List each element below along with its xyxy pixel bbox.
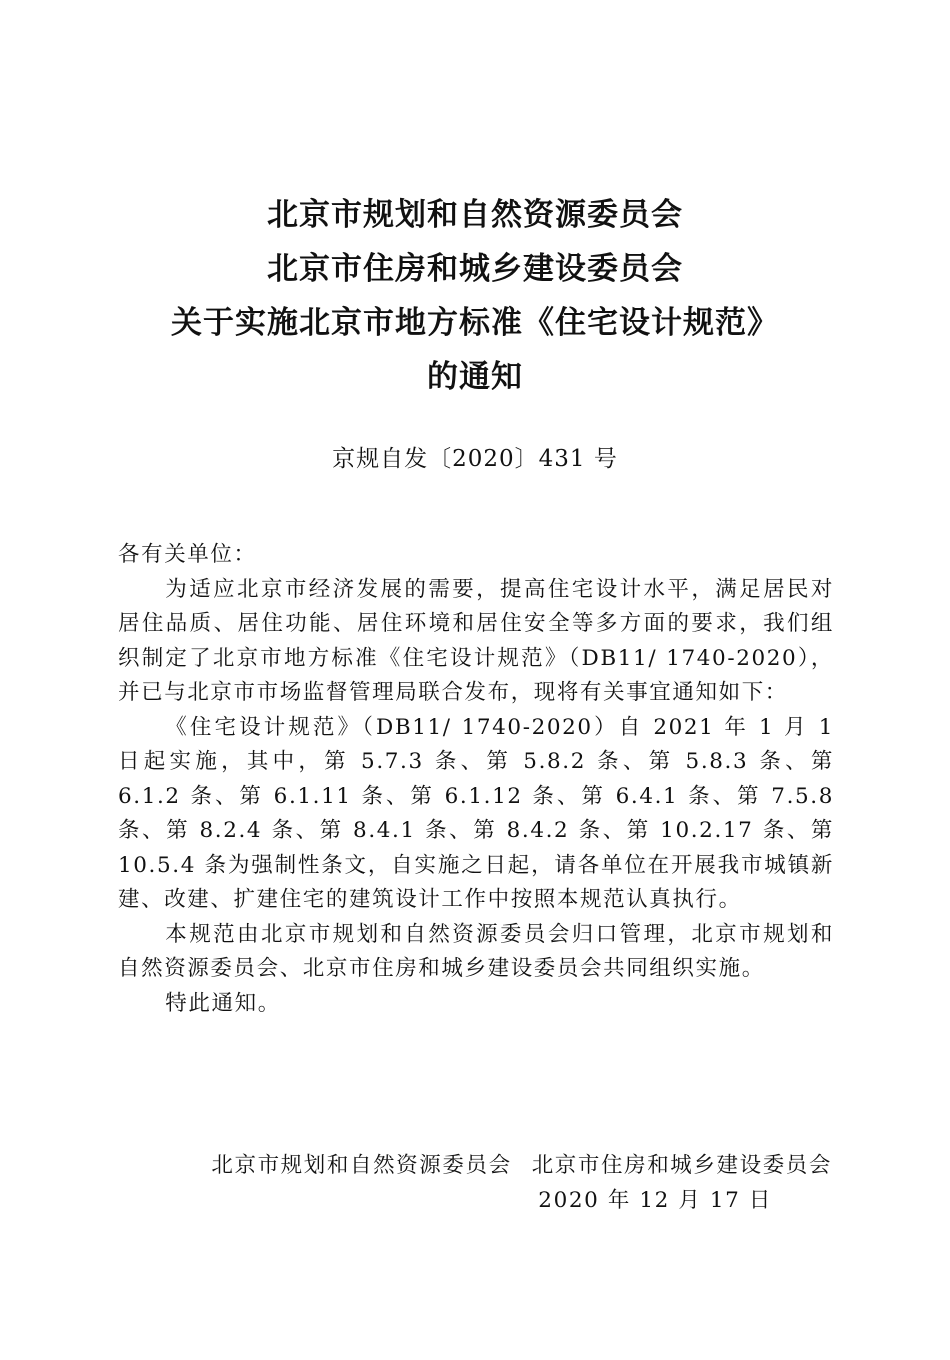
title-line-1: 北京市规划和自然资源委员会 <box>267 197 683 233</box>
title-line-4: 的通知 <box>427 359 523 395</box>
signature-block <box>211 1149 832 1183</box>
paragraph-3: 本规范由北京市规划和自然资源委员会归口管理，北京市规划和自然资源委员会、北京市住房和城乡建设委员会共同组织实施。 <box>118 921 834 981</box>
signature-date: 2020 年 12 月 17 日 <box>538 1188 772 1213</box>
title-line-2: 北京市住房和城乡建设委员会 <box>267 251 683 287</box>
paragraph-2: 《住宅设计规范》（DB11/ 1740-2020）自 2021 年 1 月 1 日起实施，其中，第 5.7.3 条、第 5.8.2 条、第 5.8.3 条、第 6.1.2 条、第 6.1.11 条、第 6.1.12 条、第 6.4.1 条、第 7.5.8 条、第 8.2.4 条、第 8.4.1 条、第 8.4.2 条、第 10.2.17 条、第 10.5.4 条为强制性条文，自实施之日起，请各单位在开展我市城镇新建、改建、扩建住宅的建筑设计工作中按照本规范认真执行。 <box>118 714 834 912</box>
signatory-2: 北京市住房和城乡建设委员会 <box>531 1153 832 1178</box>
paragraph-4: 特此通知。 <box>165 990 281 1016</box>
document-title <box>0 188 950 404</box>
salutation: 各有关单位： <box>118 542 257 567</box>
document-body <box>118 538 834 1021</box>
title-line-3: 关于实施北京市地方标准《住宅设计规范》 <box>171 305 779 341</box>
paragraph-1: 为适应北京市经济发展的需要，提高住宅设计水平，满足居民对居住品质、居住功能、居住环境和居住安全等多方面的要求，我们组织制定了北京市地方标准《住宅设计规范》（DB11/ 1740-2020），并已与北京市市场监督管理局联合发布，现将有关事宜通知如下： <box>118 576 834 705</box>
signatory-1: 北京市规划和自然资源委员会 <box>211 1153 512 1178</box>
document-number: 京规自发〔2020〕431 号 <box>332 446 618 472</box>
